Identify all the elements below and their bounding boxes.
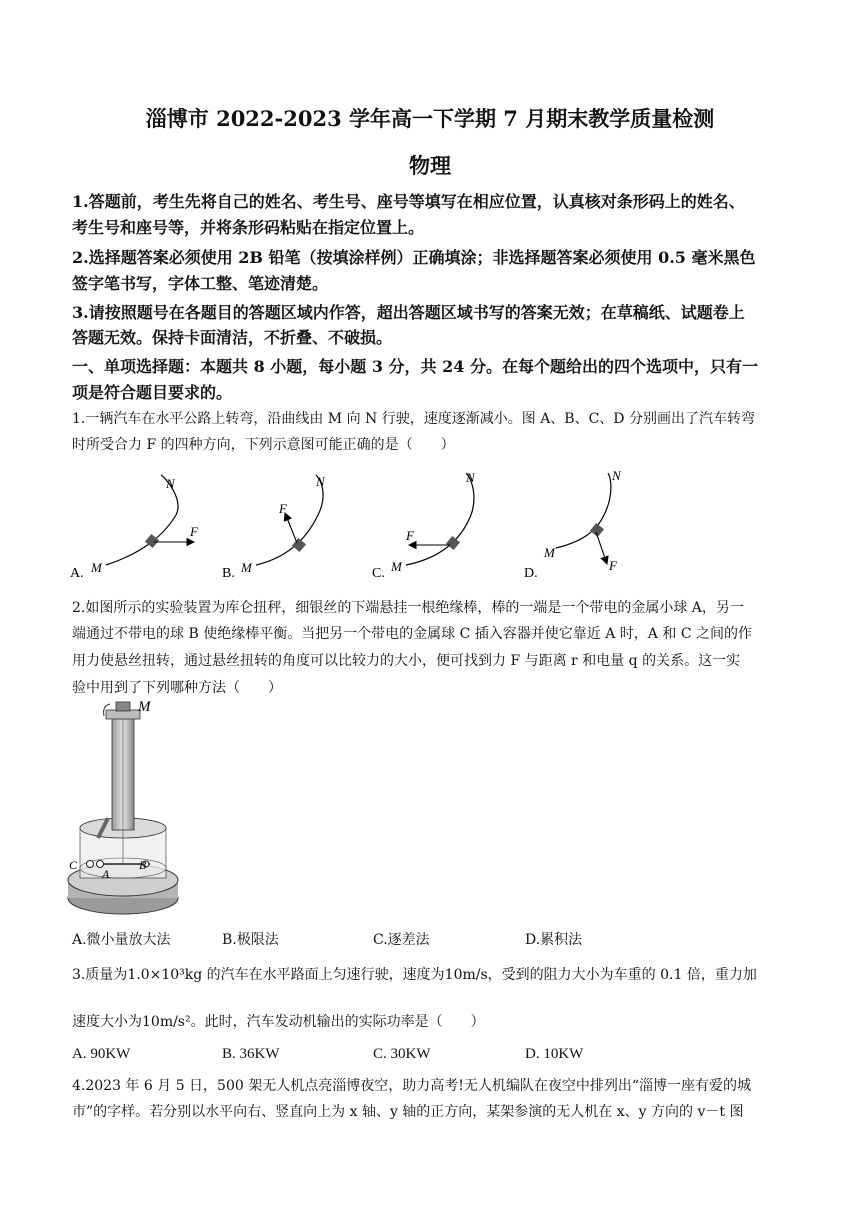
figure-c	[372, 470, 476, 581]
q1-text: 时所受合力 F 的四种方向，下列示意图可能正确的是（ ）	[72, 437, 455, 453]
notice-line: 2.选择题答案必须使用 2B 铅笔（按填涂样例）正确填涂；非选择题答案必须使用 0.5 毫米黑色	[72, 248, 756, 267]
option-b: B.	[222, 566, 235, 581]
label-c: C	[69, 858, 78, 872]
q3-option-b: B. 36KW	[222, 1046, 280, 1062]
option-a: A.	[70, 566, 84, 581]
notice-line: 答题无效。保持卡面清洁，不折叠、不破损。	[72, 328, 393, 347]
q4-text: 4.2023 年 6 月 5 日，500 架无人机点亮淄博夜空，助力高考!无人机编队在夜空中排列出“淄博一座有爱的城	[72, 1078, 752, 1094]
q3-text: 速度大小为10m/s²。此时，汽车发动机输出的实际功率是（ ）	[72, 1014, 485, 1030]
label-n: N	[166, 476, 175, 491]
section-heading: 项是符合题目要求的。	[72, 383, 233, 402]
q2-text: 用力使悬丝扭转，通过悬丝扭转的角度可以比较力的大小，便可找到力 F 与距离 r 和电量 q 的关系。这一实	[72, 653, 741, 669]
q1-text: 1.一辆汽车在水平公路上转弯，沿曲线由 M 向 N 行驶，速度逐渐减小。图 A、B、C、D 分别画出了汽车转弯	[72, 411, 755, 427]
q4-text: 市”的字样。若分别以水平向右、竖直向上为 x 轴、y 轴的正方向，某架参演的无人机在 x、y 方向的 v－t 图	[72, 1104, 744, 1120]
q3-text: 3.质量为1.0×10³kg 的汽车在水平路面上匀速行驶，速度为10m/s，受到的阻力大小为车重的 0.1 倍，重力加	[72, 967, 757, 983]
subject-title: 物理	[409, 153, 451, 178]
q2-option-c: C.逐差法	[373, 932, 430, 948]
q1-figures	[66, 470, 786, 585]
svg-text:M: M	[544, 545, 555, 560]
q2-text: 端通过不带电的球 B 使绝缘棒平衡。当把另一个带电的金属球 C 插入容器并使它靠近 A 时，A 和 C 之间的作	[72, 626, 752, 642]
notice-line: 1.答题前，考生先将自己的姓名、考生号、座号等填写在相应位置，认真核对条形码上的姓名、	[72, 192, 745, 211]
svg-text:F: F	[406, 528, 414, 543]
q3-option-a: A. 90KW	[72, 1046, 131, 1062]
label-m: M	[91, 560, 102, 575]
exam-title: 淄博市 2022-2023 学年高一下学期 7 月期末教学质量检测	[145, 106, 715, 131]
label-m: M	[138, 699, 151, 715]
svg-text:M: M	[241, 560, 252, 575]
figure-b	[222, 474, 326, 581]
q2-option-a: A.微小量放大法	[72, 932, 171, 948]
q2-option-b: B.极限法	[222, 932, 279, 948]
svg-text:N: N	[316, 474, 325, 489]
svg-text:N: N	[612, 470, 621, 483]
svg-text:N: N	[466, 470, 475, 485]
q2-option-d: D.累积法	[525, 932, 583, 948]
torsion-balance-figure	[66, 698, 181, 928]
option-d: D.	[524, 566, 538, 581]
label-f: F	[190, 524, 198, 539]
label-b: B	[139, 858, 147, 872]
figure-a	[70, 475, 199, 581]
notice-line: 考生号和座号等，并将条形码粘贴在指定位置上。	[72, 218, 425, 237]
q3-option-d: D. 10KW	[525, 1046, 584, 1062]
notice-line: 3.请按照题号在各题目的答题区域内作答，超出答题区域书写的答案无效；在草稿纸、试题卷上	[72, 303, 745, 322]
svg-text:F: F	[279, 501, 287, 516]
label-a: A	[102, 867, 110, 881]
section-heading: 一、单项选择题：本题共 8 小题，每小题 3 分，共 24 分。在每个题给出的四个选项中，只有一	[72, 357, 758, 376]
q3-option-c: C. 30KW	[373, 1046, 431, 1062]
svg-text:M: M	[391, 559, 402, 574]
svg-text:F: F	[609, 558, 617, 573]
q2-text: 验中用到了下列哪种方法（ ）	[72, 680, 282, 696]
option-c: C.	[372, 566, 385, 581]
figure-d	[524, 470, 622, 581]
q2-text: 2.如图所示的实验装置为库仑扭秤，细银丝的下端悬挂一根绝缘棒，棒的一端是一个带电的金属小球 A，另一	[72, 600, 744, 616]
notice-line: 签字笔书写，字体工整、笔迹清楚。	[72, 274, 329, 293]
